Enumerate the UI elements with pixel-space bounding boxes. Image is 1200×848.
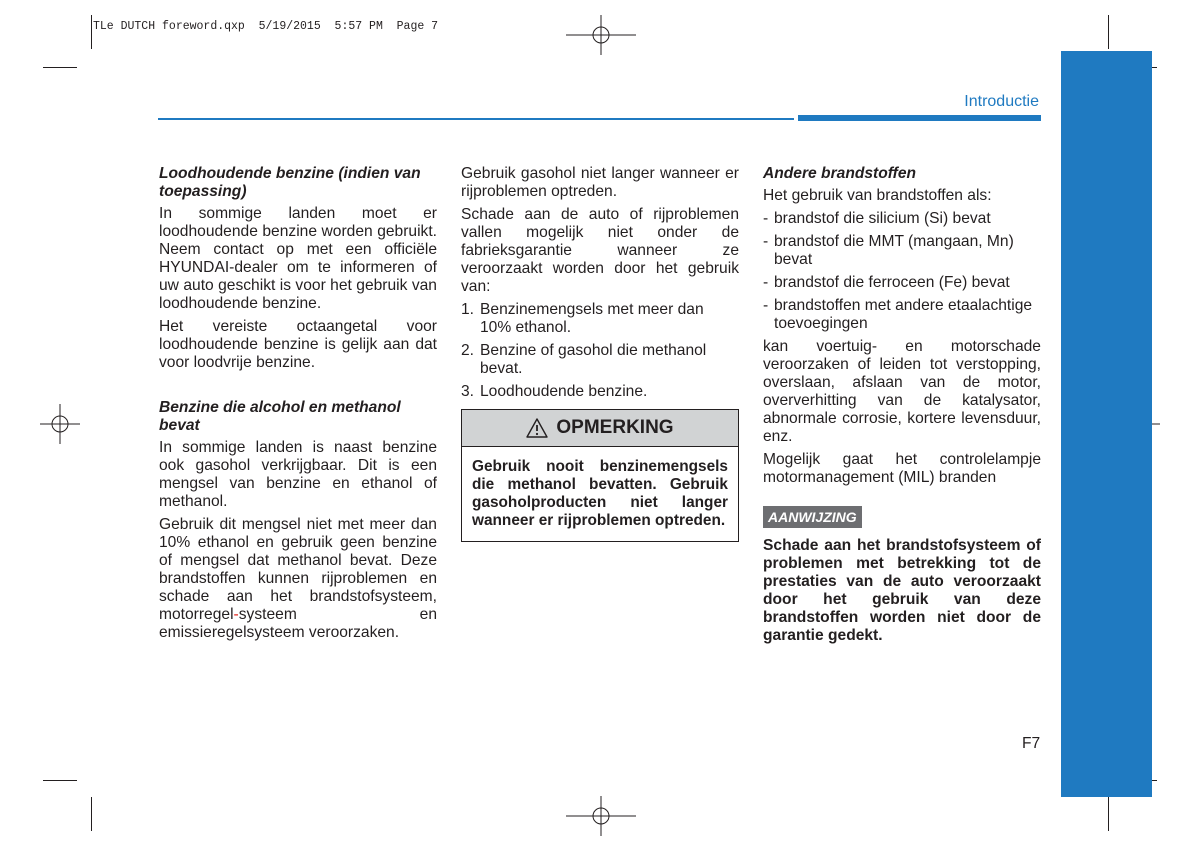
header-rule-thin	[158, 118, 794, 120]
list-item	[763, 297, 1041, 333]
paragraph: Schade aan de auto of rijproblemen vallen mogelijk niet onder de fabrieksgarantie wanneer ze veroorzaakt worden door het gebruik van:	[461, 206, 739, 295]
warning-triangle-icon	[526, 418, 548, 438]
list-text: brandstof die MMT (mangaan, Mn) bevat	[774, 233, 1014, 268]
list-item	[763, 210, 1041, 228]
column-3	[763, 165, 1041, 645]
list-text: brandstof die silicium (Si) bevat	[774, 210, 991, 227]
list-text: Benzinemengsels met meer dan 10% ethanol.	[480, 301, 704, 336]
note-tag: AANWIJZING	[763, 506, 862, 528]
hyphen: -	[233, 606, 239, 623]
text-run: Gebruik dit mengsel niet met meer dan 10% ethanol en gebruik geen benzine of mengsel dat methanol bevat. Deze brandstoffen kunnen rijproblemen en schade aan het brandstofsysteem, motorregel	[159, 516, 437, 623]
list-dash: -	[763, 233, 769, 250]
list-text: Benzine of gasohol die methanol bevat.	[480, 342, 707, 377]
list-item	[461, 342, 739, 378]
print-slug: TLe DUTCH foreword.qxp 5/19/2015 5:57 PM Page 7	[93, 20, 439, 33]
paragraph: Het vereiste octaangetal voor loodhoudende benzine is gelijk aan dat voor loodvrije benzine.	[159, 318, 437, 371]
list-number: 2.	[461, 342, 475, 359]
list-number: 3.	[461, 383, 475, 400]
notice-body: Gebruik nooit benzinemengsels die methanol bevatten. Gebruik gasoholproducten niet langer wanneer er rijproblemen optreden.	[472, 458, 728, 529]
paragraph: Gebruik gasohol niet langer wanneer er rijproblemen optreden.	[461, 165, 739, 200]
heading-alcohol-fuel: Benzine die alcohol en methanol bevat	[159, 399, 401, 434]
paragraph: In sommige landen moet er loodhoudende benzine worden gebruikt. Neem contact op met een officiële HYUNDAI-dealer om te informeren of uw auto geschikt is voor het gebruik van loodhoudende benzine.	[159, 205, 437, 312]
note-text: Schade aan het brandstofsysteem of problemen met betrekking tot de prestaties van de auto veroorzaakt door het gebruik van deze brandstoffen worden niet door de garantie gedekt.	[763, 537, 1041, 644]
paragraph: kan voertuig- en motorschade veroorzaken of leiden tot verstopping, overslaan, afslaan van de motor, oververhitting van de katalysator, abnormale corrosie, kortere levensduur, enz.	[763, 338, 1041, 445]
list-number: 1.	[461, 301, 475, 318]
list-dash: -	[763, 297, 769, 314]
heading-other-fuels: Andere brandstoffen	[763, 165, 917, 182]
registration-mark-bottom	[566, 796, 636, 836]
list-text: Loodhoudende benzine.	[480, 383, 648, 400]
list-text: brandstof die ferroceen (Fe) bevat	[774, 274, 1010, 291]
list-item	[763, 233, 1041, 269]
text-run: systeem en emissieregelsysteem veroorzaken.	[159, 606, 437, 641]
list-dash: -	[763, 274, 769, 291]
list-dash: -	[763, 210, 769, 227]
paragraph	[159, 516, 437, 642]
registration-mark-top	[566, 15, 636, 55]
paragraph: Het gebruik van brandstoffen als:	[763, 187, 992, 204]
heading-leaded-fuel: Loodhoudende benzine (indien van toepassing)	[159, 165, 421, 200]
page-number: F7	[1022, 735, 1041, 752]
list-item	[461, 383, 739, 401]
notice-box	[461, 409, 739, 542]
notice-title: OPMERKING	[556, 417, 674, 438]
chapter-tab	[1061, 51, 1152, 797]
paragraph: In sommige landen is naast benzine ook gasohol verkrijgbaar. Dit is een mengsel van benzine en ethanol of methanol.	[159, 439, 437, 510]
list-item	[461, 301, 739, 337]
registration-mark-left	[40, 404, 80, 444]
list-text: brandstoffen met andere etaalachtige toevoegingen	[774, 297, 1033, 332]
column-2	[461, 165, 739, 542]
list-item	[763, 274, 1041, 292]
header-rule-thick	[798, 115, 1041, 121]
notice-header	[462, 410, 738, 447]
column-1	[159, 165, 437, 647]
paragraph: Mogelijk gaat het controlelampje motormanagement (MIL) branden	[763, 451, 1041, 486]
section-title: Introductie	[964, 93, 1039, 110]
